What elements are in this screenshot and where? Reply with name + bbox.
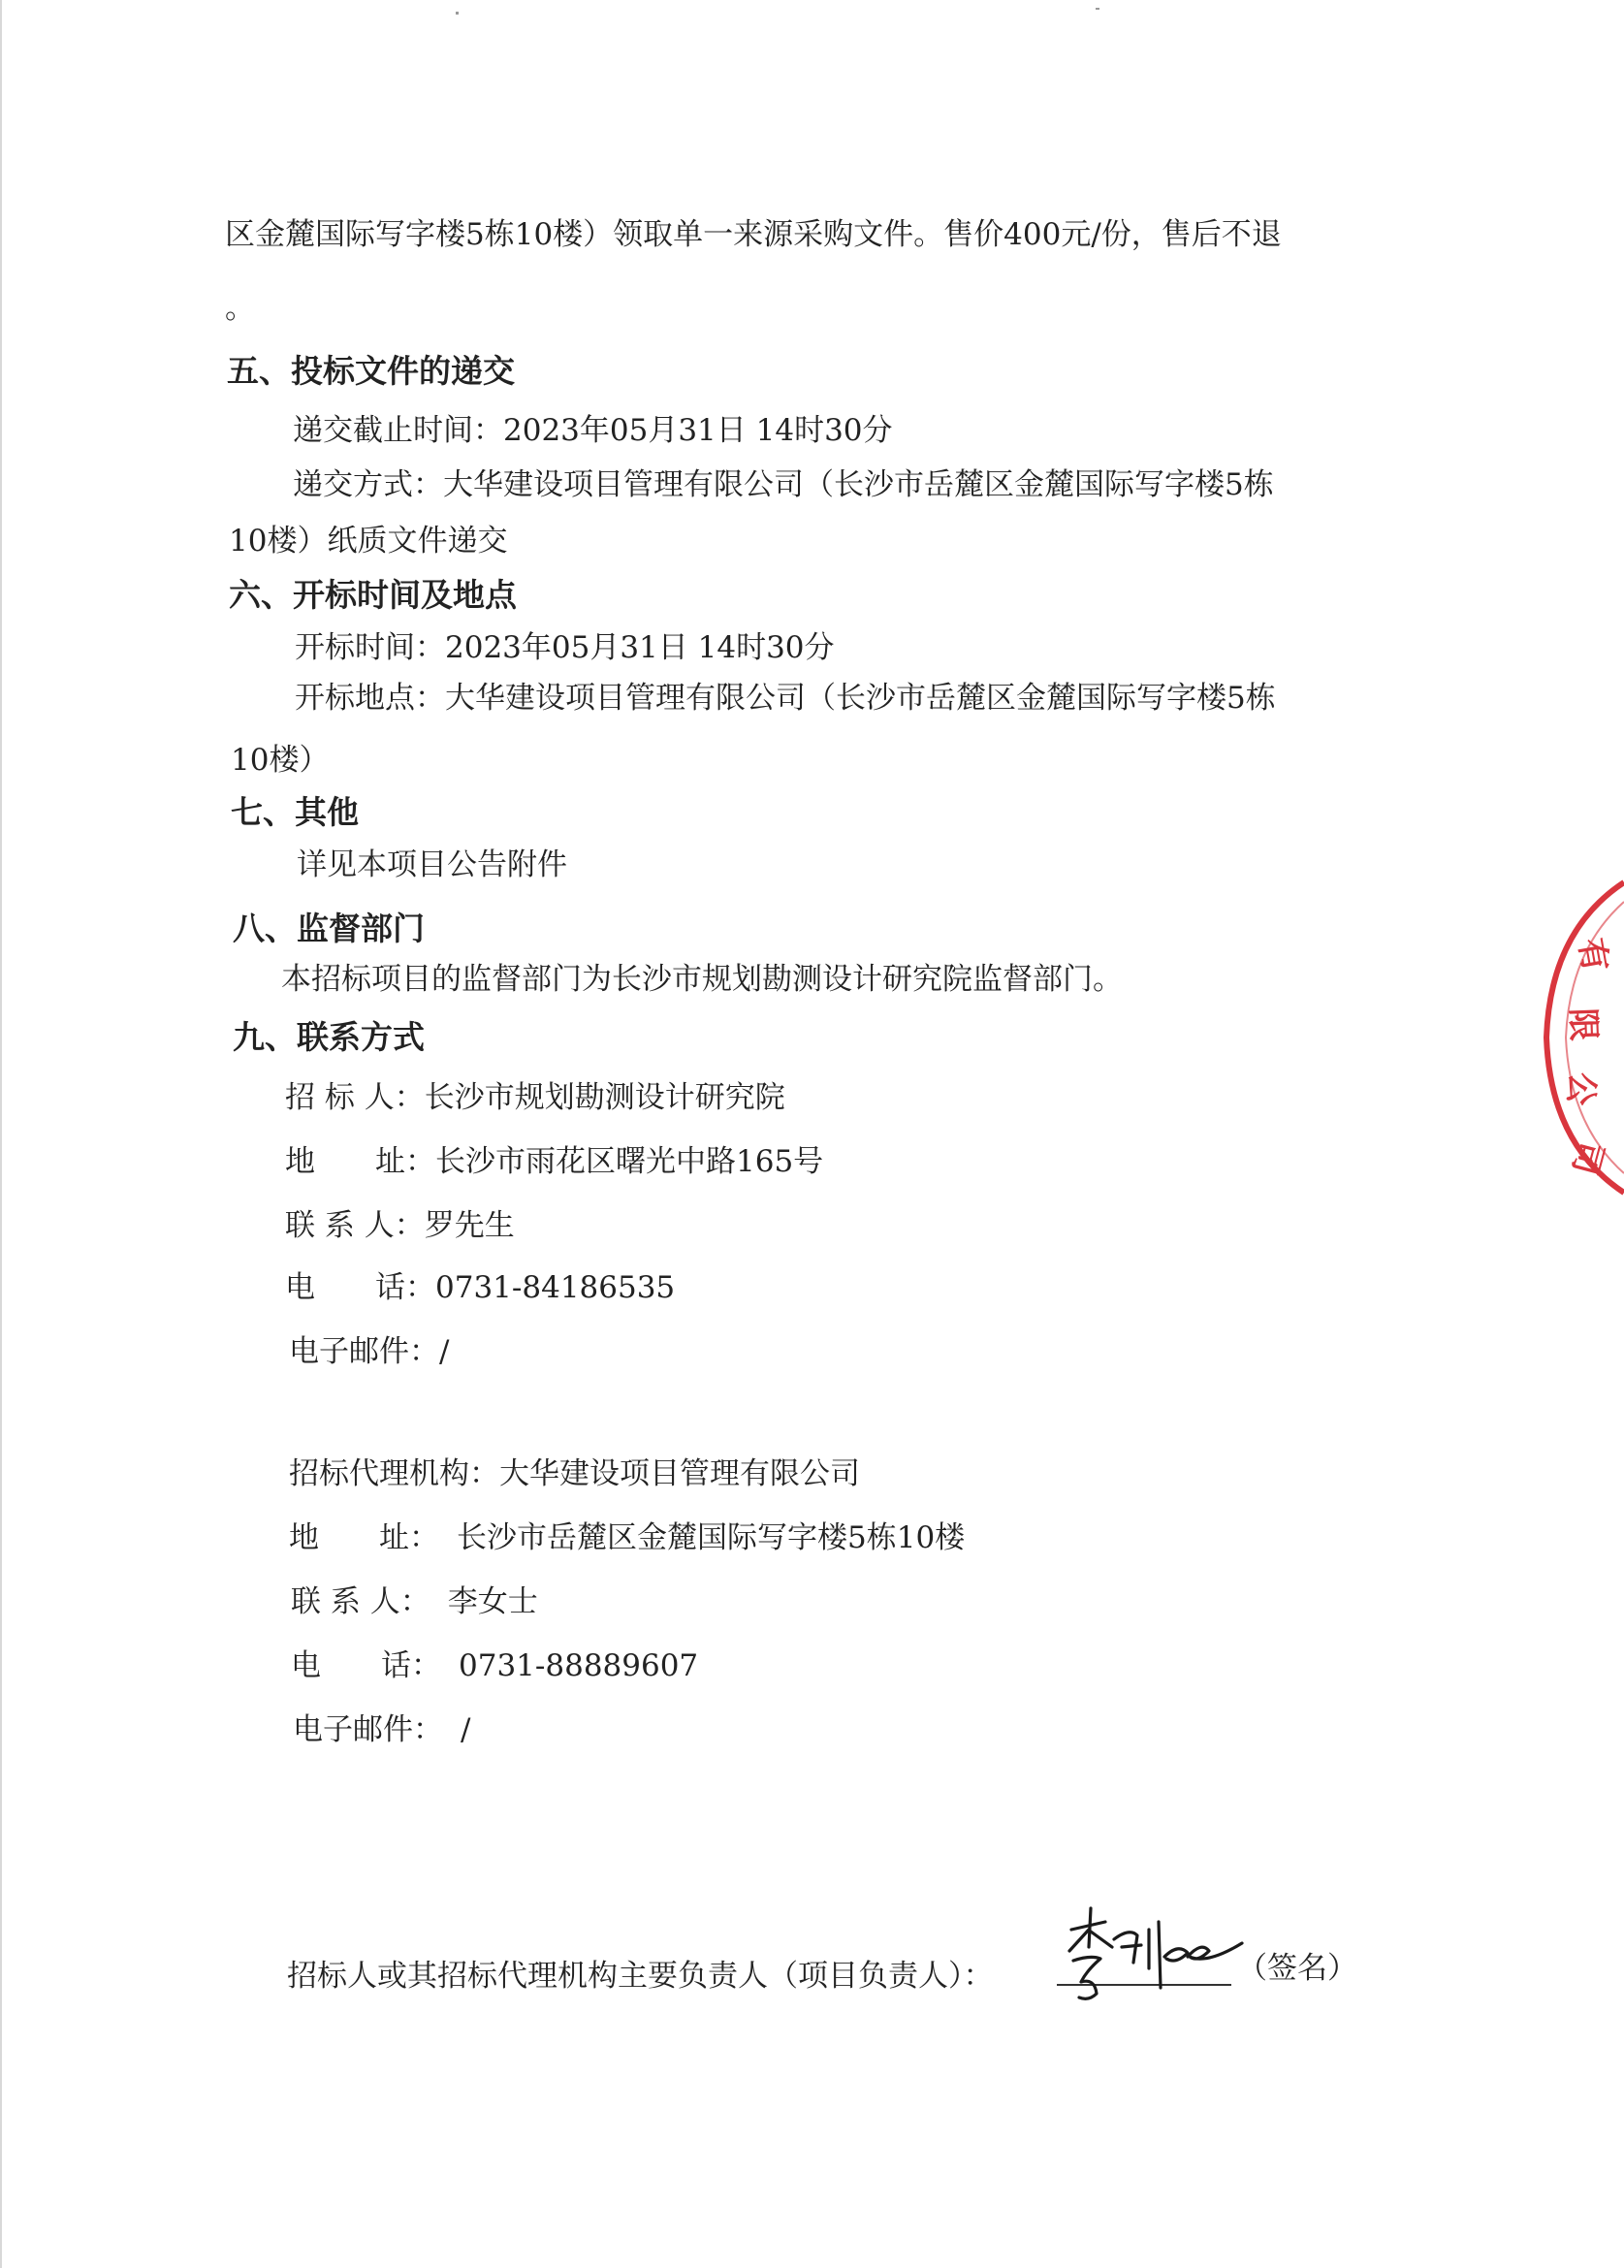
field-label: 招标代理机构： bbox=[289, 1456, 499, 1491]
opening-time: 开标时间：2023年05月31日 14时30分 bbox=[295, 630, 835, 665]
submission-method-line-2: 10楼）纸质文件递交 bbox=[229, 524, 508, 559]
svg-text:有: 有 bbox=[1571, 935, 1615, 975]
signature-prefix: 招标人或其招标代理机构主要负责人（项目负责人）： bbox=[287, 1959, 994, 1994]
field-label: 电子邮件： bbox=[289, 1334, 439, 1369]
submission-deadline: 递交截止时间：2023年05月31日 14时30分 bbox=[293, 413, 893, 448]
agency-phone bbox=[291, 1646, 698, 1685]
scan-speck bbox=[456, 12, 459, 15]
agency-address bbox=[289, 1518, 965, 1557]
svg-text:公: 公 bbox=[1560, 1070, 1602, 1107]
intro-line-2: 。 bbox=[225, 291, 255, 326]
section-7-heading: 七、其他 bbox=[231, 793, 359, 831]
field-label: 招 标 人： bbox=[285, 1080, 425, 1115]
section-5-heading: 五、投标文件的递交 bbox=[227, 352, 515, 390]
tenderer-phone bbox=[285, 1268, 675, 1307]
agency-contact bbox=[291, 1582, 538, 1621]
field-label: 联 系 人： bbox=[291, 1584, 430, 1619]
opening-place-line-1: 开标地点：大华建设项目管理有限公司（长沙市岳麓区金麓国际写字楼5栋 bbox=[295, 681, 1276, 716]
field-label: 地 址： bbox=[289, 1520, 439, 1555]
field-value: 大华建设项目管理有限公司 bbox=[499, 1456, 860, 1491]
field-value: 长沙市雨花区曙光中路165号 bbox=[435, 1144, 824, 1179]
intro-line-1: 区金麓国际写字楼5栋10楼）领取单一来源采购文件。售价400元/份，售后不退 bbox=[225, 217, 1282, 252]
field-value: / bbox=[439, 1334, 450, 1369]
other-info: 详见本项目公告附件 bbox=[297, 847, 567, 882]
field-value: 0731-84186535 bbox=[435, 1270, 676, 1305]
svg-text:限: 限 bbox=[1563, 1006, 1604, 1042]
agency-email bbox=[293, 1710, 470, 1749]
section-9-heading: 九、联系方式 bbox=[233, 1018, 425, 1056]
page-edge bbox=[0, 0, 2, 2268]
tenderer-contact bbox=[285, 1206, 515, 1245]
field-value: 0731-88889607 bbox=[459, 1648, 699, 1683]
field-value: / bbox=[461, 1712, 471, 1747]
tenderer-address bbox=[285, 1142, 823, 1181]
field-label: 电 话： bbox=[291, 1648, 441, 1683]
svg-text:司: 司 bbox=[1564, 1136, 1610, 1179]
field-label: 电 话： bbox=[285, 1270, 435, 1305]
scan-speck bbox=[1096, 8, 1099, 10]
field-label: 地 址： bbox=[285, 1144, 435, 1179]
field-value: 罗先生 bbox=[424, 1208, 515, 1243]
field-value: 李女士 bbox=[447, 1584, 538, 1619]
section-8-heading: 八、监督部门 bbox=[233, 910, 425, 947]
agency-name bbox=[289, 1454, 860, 1493]
field-value: 长沙市岳麓区金麓国际写字楼5栋10楼 bbox=[457, 1520, 966, 1555]
section-6-heading: 六、开标时间及地点 bbox=[229, 576, 517, 614]
field-label: 电子邮件： bbox=[293, 1712, 443, 1747]
submission-method-line-1: 递交方式：大华建设项目管理有限公司（长沙市岳麓区金麓国际写字楼5栋 bbox=[293, 467, 1274, 502]
field-value: 长沙市规划勘测设计研究院 bbox=[424, 1080, 785, 1115]
opening-place-line-2: 10楼） bbox=[231, 743, 330, 778]
field-label: 联 系 人： bbox=[285, 1208, 425, 1243]
company-seal bbox=[1537, 873, 1624, 1202]
supervision-info: 本招标项目的监督部门为长沙市规划勘测设计研究院监督部门。 bbox=[281, 962, 1123, 997]
tenderer-name bbox=[285, 1078, 785, 1117]
handwritten-signature bbox=[1052, 1901, 1246, 2007]
signature-suffix: （签名） bbox=[1237, 1951, 1357, 1986]
tenderer-email bbox=[289, 1332, 449, 1371]
